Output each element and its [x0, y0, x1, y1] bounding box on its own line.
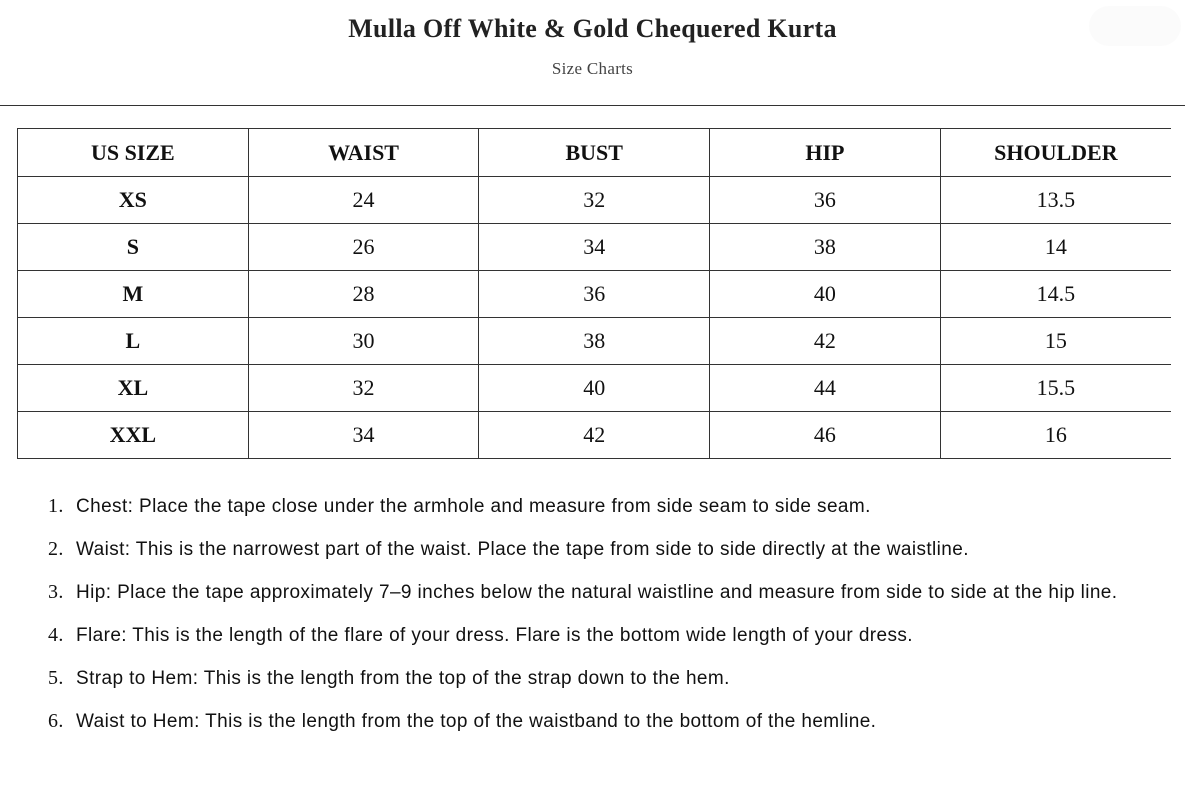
list-item [0, 700, 1171, 743]
waist-cell: 30 [248, 318, 479, 365]
list-item-text: Chest: Place the tape close under the armhole and measure from side seam to side seam. [76, 496, 871, 517]
size-cell: XXL [18, 412, 249, 459]
close-button[interactable] [1089, 6, 1181, 46]
list-item-number: 3. [48, 581, 64, 603]
bust-cell: 32 [479, 177, 710, 224]
waist-cell: 26 [248, 224, 479, 271]
bust-cell: 34 [479, 224, 710, 271]
list-item [0, 657, 1171, 700]
table-row [18, 318, 1172, 365]
list-item [0, 571, 1171, 614]
column-header-bust: BUST [479, 129, 710, 177]
column-header-us-size: US SIZE [18, 129, 249, 177]
hip-cell: 40 [710, 271, 941, 318]
list-item-text: Flare: This is the length of the flare of your dress. Flare is the bottom wide length of your dress. [76, 625, 913, 646]
page-subtitle: Size Charts [551, 59, 634, 78]
list-item-number: 5. [48, 667, 64, 689]
column-header-shoulder: SHOULDER [940, 129, 1171, 177]
column-header-waist: WAIST [248, 129, 479, 177]
table-row [18, 224, 1172, 271]
waist-cell: 28 [248, 271, 479, 318]
shoulder-cell: 14 [940, 224, 1171, 271]
size-chart-table [17, 128, 1171, 459]
list-item-text: Waist: This is the narrowest part of the waist. Place the tape from side to side directly at the waistline. [76, 539, 969, 560]
bust-cell: 38 [479, 318, 710, 365]
list-item-text: Waist to Hem: This is the length from the top of the waistband to the bottom of the hemline. [76, 711, 877, 732]
table-header-row [18, 129, 1172, 177]
list-item-text: Strap to Hem: This is the length from the top of the strap down to the hem. [76, 668, 730, 689]
waist-cell: 34 [248, 412, 479, 459]
size-cell: M [18, 271, 249, 318]
modal-header [0, 0, 1185, 106]
list-item-text: Hip: Place the tape approximately 7–9 inches below the natural waistline and measure from side to side at the hip line. [76, 582, 1118, 603]
hip-cell: 42 [710, 318, 941, 365]
size-cell: XS [18, 177, 249, 224]
size-cell: XL [18, 365, 249, 412]
measurement-notes-list [0, 485, 1185, 743]
column-header-hip: HIP [710, 129, 941, 177]
size-chart-table-container [17, 128, 1171, 459]
shoulder-cell: 15 [940, 318, 1171, 365]
list-item [0, 528, 1171, 571]
list-item-number: 1. [48, 495, 64, 517]
list-item [0, 614, 1171, 657]
hip-cell: 36 [710, 177, 941, 224]
list-item-number: 4. [48, 624, 64, 646]
shoulder-cell: 16 [940, 412, 1171, 459]
bust-cell: 40 [479, 365, 710, 412]
table-row [18, 271, 1172, 318]
table-row [18, 365, 1172, 412]
waist-cell: 32 [248, 365, 479, 412]
hip-cell: 46 [710, 412, 941, 459]
list-item [0, 485, 1171, 528]
table-row [18, 177, 1172, 224]
bust-cell: 42 [479, 412, 710, 459]
waist-cell: 24 [248, 177, 479, 224]
hip-cell: 44 [710, 365, 941, 412]
page-title: Mulla Off White & Gold Chequered Kurta [348, 14, 837, 43]
table-row [18, 412, 1172, 459]
shoulder-cell: 15.5 [940, 365, 1171, 412]
list-item-number: 6. [48, 710, 64, 732]
hip-cell: 38 [710, 224, 941, 271]
shoulder-cell: 13.5 [940, 177, 1171, 224]
list-item-number: 2. [48, 538, 64, 560]
size-cell: S [18, 224, 249, 271]
shoulder-cell: 14.5 [940, 271, 1171, 318]
bust-cell: 36 [479, 271, 710, 318]
size-cell: L [18, 318, 249, 365]
